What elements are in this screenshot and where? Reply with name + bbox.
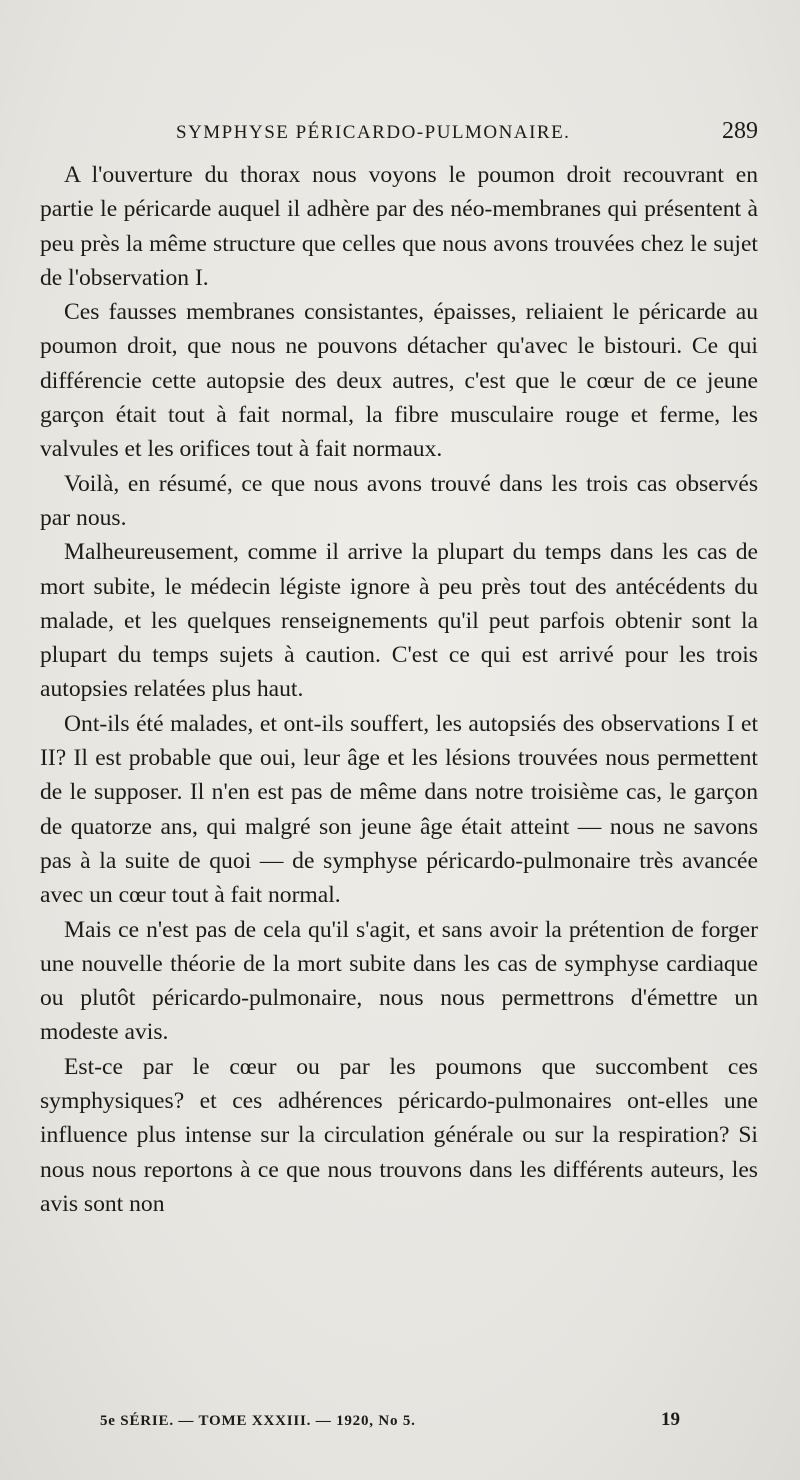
page-footer xyxy=(100,1409,700,1443)
page-number: 289 xyxy=(722,118,758,144)
running-title: SYMPHYSE PÉRICARDO-PULMONAIRE. xyxy=(176,122,571,143)
footer-signature: 5e SÉRIE. — TOME XXXIII. — 1920, No 5. xyxy=(100,1413,416,1429)
paragraph: Voilà, en résumé, ce que nous avons trouvé dans les trois cas observés par nous. xyxy=(40,470,758,531)
paragraph: Ces fausses membranes consistantes, épaisses, reliaient le péricarde au poumon droit, que nous ne pouvons détacher qu'avec le bistouri. Ce qui différencie cette autopsie des deux autres, c'est que le cœur de ce jeune garçon était tout à fait normal, la fibre musculaire rouge et ferme, les valvules et les orifices tout à fait normaux. xyxy=(40,299,758,463)
running-header xyxy=(40,118,760,158)
paragraph: Mais ce n'est pas de cela qu'il s'agit, et sans avoir la prétention de forger une nouvelle théorie de la mort subite dans les cas de symphyse cardiaque ou plutôt péricardo-pulmonaire, nous nous permettrons d'émettre un modeste avis. xyxy=(40,916,758,1046)
paragraph: A l'ouverture du thorax nous voyons le poumon droit recouvrant en partie le péricarde auquel il adhère par des néo-membranes qui présentent à peu près la même structure que celles que nous avons trouvées chez le sujet de l'observation I. xyxy=(40,162,758,291)
sheet-number: 19 xyxy=(661,1409,680,1430)
paragraph: Est-ce par le cœur ou par les poumons que succombent ces symphysiques? et ces adhérences péricardo-pulmonaires ont-elles une influence plus intense sur la circulation générale ou sur la respiration? Si nous nous reportons à ce que nous trouvons dans les différents auteurs, les avis sont non xyxy=(40,1053,758,1217)
paragraph: Ont-ils été malades, et ont-ils souffert, les autopsiés des observations I et II? Il est probable que oui, leur âge et les lésions trouvées nous permettent de le supposer. Il n'en est pas de même dans notre troisième cas, le garçon de quatorze ans, qui malgré son jeune âge était atteint — nous ne savons pas à la suite de quoi — de symphyse péricardo-pulmonaire très avancée avec un cœur tout à fait normal. xyxy=(40,710,758,909)
body-text xyxy=(40,158,758,1221)
paragraph: Malheureusement, comme il arrive la plupart du temps dans les cas de mort subite, le médecin légiste ignore à peu près tout des antécédents du malade, et les quelques renseignements qu'il peut parfois obtenir sont la plupart du temps sujets à caution. C'est ce qui est arrivé pour les trois autopsies relatées plus haut. xyxy=(40,539,758,703)
